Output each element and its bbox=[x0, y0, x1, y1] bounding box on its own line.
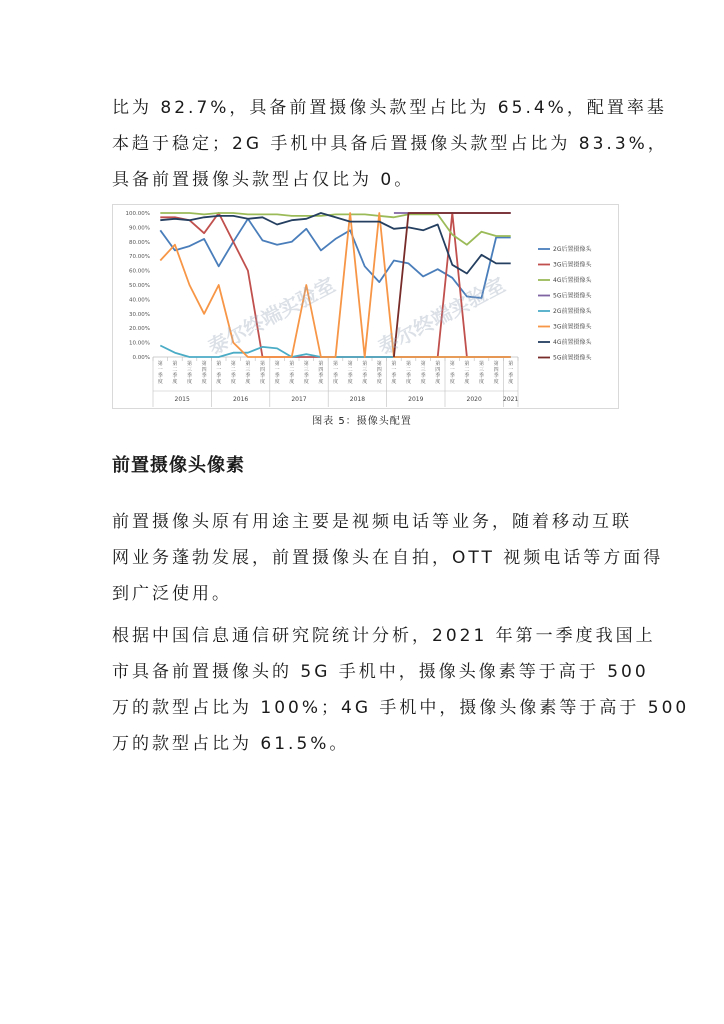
body-line: 根据中国信息通信研究院统计分析，2021 年第一季度我国上 bbox=[112, 626, 656, 646]
y-tick-label: 90.00% bbox=[129, 225, 150, 232]
year-label: 2017 bbox=[291, 396, 307, 403]
y-tick-label: 100.00% bbox=[125, 211, 150, 217]
camera-config-chart bbox=[112, 204, 619, 409]
y-tick-label: 50.00% bbox=[129, 283, 150, 289]
y-tick-label: 10.00% bbox=[129, 340, 150, 347]
x-tick-label: 第四季度 bbox=[318, 361, 324, 385]
x-tick-label: 第四季度 bbox=[259, 361, 266, 385]
x-tick-label: 第三季度 bbox=[362, 361, 368, 385]
watermark: 泰尔终端实验室 bbox=[204, 272, 339, 360]
x-tick-label: 第一季度 bbox=[274, 361, 280, 385]
legend-label: 2G后置摄像头 bbox=[553, 246, 592, 253]
section-heading: 前置摄像头像素 bbox=[112, 455, 245, 476]
year-label: 2016 bbox=[232, 396, 249, 403]
x-tick-label: 第四季度 bbox=[376, 361, 382, 385]
body-line: 市具备前置摄像头的 5G 手机中，摄像头像素等于高于 500 bbox=[112, 662, 649, 682]
x-tick-label: 第三季度 bbox=[186, 361, 193, 385]
x-tick-label: 第一季度 bbox=[216, 361, 222, 385]
y-tick-label: 80.00% bbox=[129, 239, 150, 246]
x-tick-label: 第二季度 bbox=[230, 361, 236, 385]
watermark: 泰尔终端实验室 bbox=[374, 272, 509, 360]
y-tick-label: 70.00% bbox=[129, 254, 150, 261]
body-line: 前置摄像头原有用途主要是视频电话等业务，随着移动互联 bbox=[112, 512, 632, 532]
intro-line-1: 比为 82.7%，具备前置摄像头款型占比为 65.4%，配置率基 bbox=[112, 98, 667, 118]
year-label: 2019 bbox=[408, 396, 424, 403]
legend-label: 4G前置摄像头 bbox=[553, 339, 592, 346]
x-tick-label: 第三季度 bbox=[478, 361, 485, 385]
legend-label: 3G前置摄像头 bbox=[553, 323, 592, 331]
x-tick-label: 第二季度 bbox=[289, 361, 295, 385]
x-tick-label: 第四季度 bbox=[493, 361, 499, 385]
series-line-0 bbox=[160, 219, 510, 298]
body-line: 网业务蓬勃发展，前置摄像头在自拍，OTT 视频电话等方面得 bbox=[112, 548, 664, 568]
x-tick-label: 第三季度 bbox=[420, 361, 426, 385]
x-tick-label: 第一季度 bbox=[508, 361, 514, 385]
year-label: 2020 bbox=[466, 396, 482, 403]
x-tick-label: 第二季度 bbox=[172, 361, 178, 385]
x-tick-label: 第四季度 bbox=[435, 361, 441, 385]
x-tick-label: 第三季度 bbox=[245, 361, 251, 385]
intro-line-3: 具备前置摄像头款型占仅比为 0。 bbox=[112, 170, 415, 190]
legend-label: 3G后置摄像头 bbox=[553, 261, 592, 269]
body-line: 万的款型占比为 61.5%。 bbox=[112, 734, 350, 754]
body-line: 到广泛使用。 bbox=[112, 584, 232, 604]
chart-canvas bbox=[113, 205, 618, 408]
body-paragraph-1 bbox=[112, 504, 664, 612]
x-tick-label: 第一季度 bbox=[157, 361, 163, 385]
x-tick-label: 第四季度 bbox=[201, 361, 207, 385]
y-tick-label: 0.00% bbox=[132, 355, 150, 361]
x-tick-label: 第二季度 bbox=[464, 361, 470, 385]
legend-label: 4G后置摄像头 bbox=[553, 277, 592, 284]
x-tick-label: 第一季度 bbox=[332, 361, 339, 385]
y-tick-label: 30.00% bbox=[129, 311, 150, 318]
year-label: 2015 bbox=[174, 396, 190, 403]
legend-label: 5G后置摄像头 bbox=[553, 292, 592, 300]
x-tick-label: 第二季度 bbox=[347, 361, 353, 385]
intro-line-2: 本趋于稳定；2G 手机中具备后置摄像头款型占比为 83.3%， bbox=[112, 134, 668, 154]
x-tick-label: 第一季度 bbox=[449, 361, 455, 385]
y-tick-label: 20.00% bbox=[129, 326, 150, 333]
y-tick-label: 60.00% bbox=[129, 268, 150, 275]
body-line: 万的款型占比为 100%；4G 手机中，摄像头像素等于高于 500 bbox=[112, 698, 690, 718]
figure-caption: 图表 5：摄像头配置 bbox=[312, 416, 412, 427]
year-label: 2021 bbox=[503, 396, 519, 403]
x-tick-label: 第二季度 bbox=[405, 361, 412, 385]
year-label: 2018 bbox=[349, 396, 366, 403]
y-tick-label: 40.00% bbox=[129, 297, 150, 304]
legend-label: 2G前置摄像头 bbox=[553, 308, 592, 315]
body-paragraph-2 bbox=[112, 618, 690, 762]
x-tick-label: 第三季度 bbox=[303, 361, 309, 385]
intro-paragraph bbox=[112, 90, 668, 198]
x-tick-label: 第一季度 bbox=[391, 361, 397, 385]
legend-label: 5G前置摄像头 bbox=[553, 354, 592, 362]
